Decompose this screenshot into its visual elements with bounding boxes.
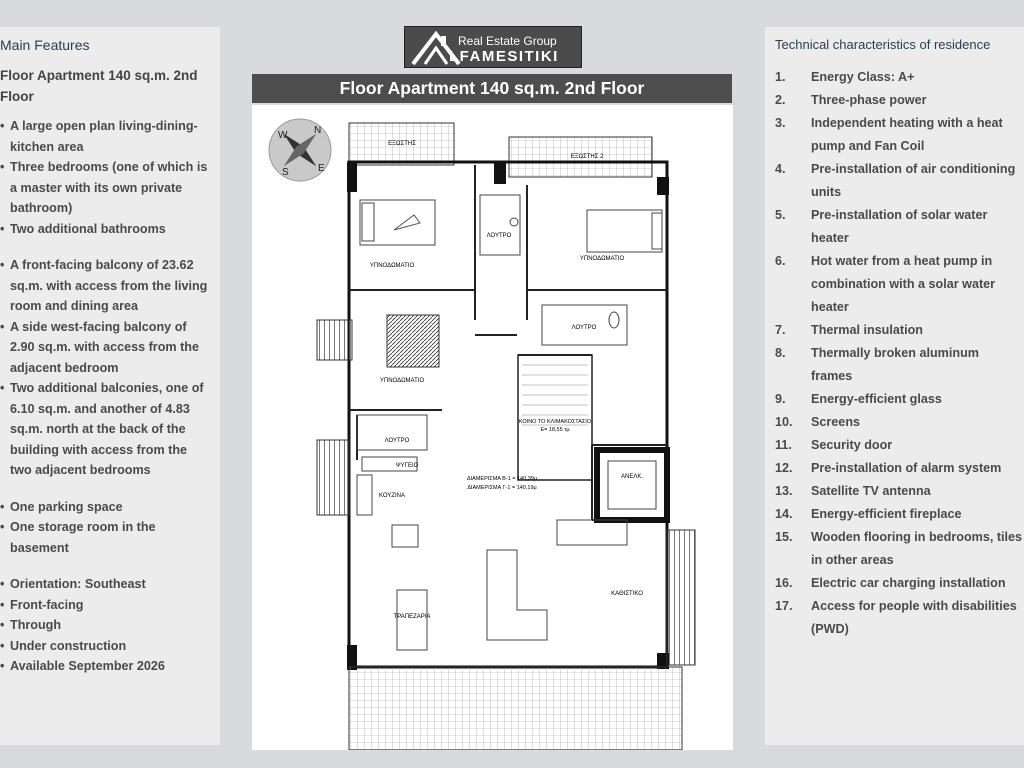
technical-item xyxy=(775,250,1024,319)
technical-item-line: in other areas xyxy=(811,553,894,567)
technical-item-number: 9. xyxy=(775,392,786,406)
technical-item-number: 1. xyxy=(775,70,786,84)
label-stairwell-area: Ε= 18,55 τμ xyxy=(540,427,570,433)
label-dining: ΤΡΑΠΕΖΑΡΙΑ xyxy=(393,614,431,620)
technical-item-text xyxy=(811,342,1024,388)
technical-item-line: Energy-efficient glass xyxy=(811,392,942,406)
technical-item-line: Energy Class: A+ xyxy=(811,70,915,84)
technical-item-line: Satellite TV antenna xyxy=(811,484,931,498)
features-group-status xyxy=(0,574,212,677)
technical-item-text xyxy=(811,572,1024,595)
technical-item-text xyxy=(811,480,1024,503)
technical-item-number: 14. xyxy=(775,507,793,521)
feature-item: • Available September 2026 xyxy=(0,656,212,677)
technical-item-number: 2. xyxy=(775,93,786,107)
floor-plan xyxy=(252,105,733,750)
dining-table xyxy=(397,590,427,650)
compass-n: N xyxy=(314,125,322,136)
technical-item xyxy=(775,572,1024,595)
technical-item-number: 8. xyxy=(775,346,786,360)
technical-item-line: Access for people with disabilities xyxy=(811,599,1017,613)
technical-item-number: 12. xyxy=(775,461,793,475)
feature-item: • Three bedrooms (one of which is a master with its own private bathroom) xyxy=(0,157,212,219)
label-area1: ΔΙΑΜΕΡΙΣΜΑ Β-1 = 140,39μ xyxy=(466,476,538,482)
technical-item-text xyxy=(811,66,1024,89)
technical-item-line: Independent heating with a heat xyxy=(811,116,1003,130)
technical-item-text xyxy=(811,158,1024,204)
main-features-panel xyxy=(0,27,220,745)
kitchen-counter xyxy=(357,475,372,515)
technical-item xyxy=(775,434,1024,457)
technical-item-text xyxy=(811,112,1024,158)
label-kitchen: ΚΟΥΖΙΝΑ xyxy=(379,493,405,499)
sofa xyxy=(487,550,547,640)
technical-item-line: Pre-installation of solar water xyxy=(811,208,988,222)
label-area2: ΔΙΑΜΕΡΙΣΜΑ Γ-1 = 140,19μ xyxy=(467,485,537,491)
logo-wordmark: LFAMESITIKI xyxy=(449,48,559,65)
technical-item xyxy=(775,89,1024,112)
technical-item-text xyxy=(811,595,1024,641)
logo-tagline: Real Estate Group xyxy=(458,34,557,48)
technical-item-line: Security door xyxy=(811,438,893,452)
floor-plan-drawing xyxy=(252,105,733,750)
label-bathroom-mid: ΛΟΥΤΡΟ xyxy=(571,325,597,331)
label-stairwell: ΚΟΙΝΟ ΤΟ ΚΛΙΜΑΚΟΣΤΑΣΙΟ xyxy=(518,419,592,425)
technical-item xyxy=(775,342,1024,388)
feature-item: • A front-facing balcony of 23.62 sq.m. with access from the living room and dining area xyxy=(0,255,212,317)
technical-item xyxy=(775,526,1024,572)
stairwell xyxy=(518,355,592,480)
technical-item-number: 3. xyxy=(775,116,786,130)
main-features-heading: Main Features xyxy=(0,37,90,53)
compass-w: W xyxy=(278,130,288,141)
technical-item-number: 7. xyxy=(775,323,786,337)
bathroom-top xyxy=(480,195,520,255)
company-logo xyxy=(404,26,582,68)
technical-item-number: 4. xyxy=(775,162,786,176)
technical-item-text xyxy=(811,204,1024,250)
feature-item: • Orientation: Southeast xyxy=(0,574,212,595)
technical-item xyxy=(775,66,1024,89)
technical-item-text xyxy=(811,319,1024,342)
technical-item xyxy=(775,457,1024,480)
technical-item-number: 10. xyxy=(775,415,793,429)
technical-item-line: Hot water from a heat pump in xyxy=(811,254,993,268)
technical-item-text xyxy=(811,526,1024,572)
technical-item xyxy=(775,158,1024,204)
technical-item-line: units xyxy=(811,185,842,199)
features-group-balconies xyxy=(0,255,212,481)
label-bathroom-top: ΛΟΥΤΡΟ xyxy=(486,233,512,239)
technical-item-number: 16. xyxy=(775,576,793,590)
technical-item-line: (PWD) xyxy=(811,622,849,636)
label-storage: ΨΥΓΕΙΟ xyxy=(395,463,419,469)
feature-item: • One storage room in the basement xyxy=(0,517,212,558)
technical-item-text xyxy=(811,411,1024,434)
features-group-rooms xyxy=(0,116,212,239)
technical-item-line: Wooden flooring in bedrooms, tiles xyxy=(811,530,1023,544)
technical-item-line: Electric car charging installation xyxy=(811,576,1006,590)
technical-item-text xyxy=(811,388,1024,411)
technical-item-text xyxy=(811,89,1024,112)
technical-item-number: 5. xyxy=(775,208,786,222)
wc xyxy=(357,415,427,450)
bed-left xyxy=(360,200,435,245)
technical-characteristics-panel xyxy=(765,27,1024,745)
technical-item-line: Three-phase power xyxy=(811,93,927,107)
technical-item xyxy=(775,388,1024,411)
label-living: ΚΑΘΙΣΤΙΚΟ xyxy=(611,591,643,597)
technical-item-number: 6. xyxy=(775,254,786,268)
technical-item-line: Pre-installation of alarm system xyxy=(811,461,1002,475)
technical-item-line: Pre-installation of air conditioning xyxy=(811,162,1016,176)
technical-item xyxy=(775,480,1024,503)
balcony-west xyxy=(317,320,352,360)
main-features-subheading: Floor Apartment 140 sq.m. 2nd Floor xyxy=(0,68,198,104)
technical-item-line: frames xyxy=(811,369,853,383)
feature-item: • Through xyxy=(0,615,212,636)
technical-item xyxy=(775,204,1024,250)
label-bedroom-left: ΥΠΝΟΔΩΜΑΤΙΟ xyxy=(369,263,415,269)
technical-item-text xyxy=(811,250,1024,319)
technical-item xyxy=(775,319,1024,342)
balcony-front xyxy=(349,667,682,750)
feature-item: • Front-facing xyxy=(0,595,212,616)
listing-title: Floor Apartment 140 sq.m. 2nd Floor xyxy=(252,74,732,103)
technical-item-number: 15. xyxy=(775,530,793,544)
technical-heading: Technical characteristics of residence xyxy=(775,37,991,52)
feature-item: • One parking space xyxy=(0,497,212,518)
technical-item-line: Thermal insulation xyxy=(811,323,923,337)
technical-item-line: pump and Fan Coil xyxy=(811,139,925,153)
label-balcony1: ΕΞΩΣΤΗΣ xyxy=(388,141,416,147)
technical-item-number: 17. xyxy=(775,599,793,613)
technical-item xyxy=(775,503,1024,526)
tv-unit xyxy=(557,520,627,545)
label-wc: ΛΟΥΤΡΟ xyxy=(384,438,410,444)
feature-item: • A side west-facing balcony of 2.90 sq.m. with access from the adjacent bedroom xyxy=(0,317,212,379)
bed-right xyxy=(587,210,662,252)
kitchen-table xyxy=(392,525,418,547)
technical-item xyxy=(775,595,1024,641)
technical-item-number: 13. xyxy=(775,484,793,498)
technical-item-line: heater xyxy=(811,231,849,245)
technical-item-line: Thermally broken aluminum xyxy=(811,346,979,360)
technical-item-text xyxy=(811,503,1024,526)
technical-item-line: combination with a solar water xyxy=(811,277,996,291)
label-balcony2: ΕΞΩΣΤΗΣ 2 xyxy=(570,154,604,160)
label-bedroom-right: ΥΠΝΟΔΩΜΑΤΙΟ xyxy=(579,256,625,262)
balcony-kitchen xyxy=(317,440,349,515)
feature-item: • Two additional balconies, one of 6.10 sq.m. and another of 4.83 sq.m. north at the back of the building with access from the two adjacent bedrooms xyxy=(0,378,212,481)
bed-master xyxy=(387,315,439,367)
label-bedroom-master: ΥΠΝΟΔΩΜΑΤΙΟ xyxy=(379,378,425,384)
label-elevator: ΑΝΕΛΚ. xyxy=(620,474,644,480)
feature-item: • Under construction xyxy=(0,636,212,657)
compass-s: S xyxy=(282,167,289,178)
feature-item: • A large open plan living-dining-kitchen area xyxy=(0,116,212,157)
technical-item xyxy=(775,112,1024,158)
technical-list xyxy=(775,66,1024,641)
technical-item-text xyxy=(811,457,1024,480)
balcony-east xyxy=(667,530,695,665)
technical-item xyxy=(775,411,1024,434)
technical-item-line: heater xyxy=(811,300,849,314)
compass-icon xyxy=(269,119,331,181)
technical-item-text xyxy=(811,434,1024,457)
feature-item: • Two additional bathrooms xyxy=(0,219,212,240)
technical-item-line: Screens xyxy=(811,415,861,429)
compass-e: E xyxy=(318,163,325,174)
technical-item-line: Energy-efficient fireplace xyxy=(811,507,962,521)
technical-item-number: 11. xyxy=(775,438,792,452)
features-group-extras xyxy=(0,497,212,559)
